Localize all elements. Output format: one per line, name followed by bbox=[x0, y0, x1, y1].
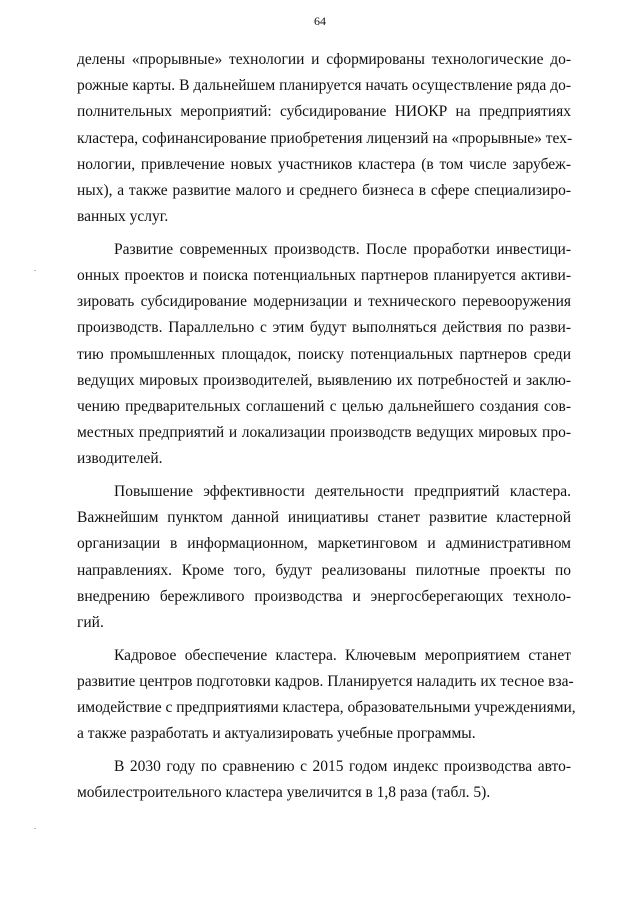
text-line: тию промышленных площадок, поиску потенциальных партнеров среди bbox=[77, 345, 571, 363]
text-line: изводителей. bbox=[77, 450, 163, 468]
text-line: развитие центров подготовки кадров. Планируется наладить их тесное вза- bbox=[77, 672, 574, 690]
margin-mark bbox=[34, 270, 36, 271]
text-line: а также разработать и актуализировать учебные программы. bbox=[77, 725, 476, 743]
text-line: делены «прорывные» технологии и сформированы технологические до- bbox=[77, 51, 571, 68]
text-line: Повышение эффективности деятельности предприятий кластера. bbox=[114, 483, 571, 500]
document-body bbox=[77, 47, 576, 806]
text-line: производств. Параллельно с этим будут выполняться действия по разви- bbox=[77, 319, 571, 337]
text-line: ведущих мировых производителей, выявлению их потребностей и заклю- bbox=[77, 371, 571, 389]
text-line: Развитие современных производств. После проработки инвестици- bbox=[114, 240, 571, 258]
text-line: ванных услуг. bbox=[77, 208, 169, 226]
text-line: кластера, софинансирование приобретения лицензий на «прорывные» тех- bbox=[77, 129, 573, 147]
paragraph bbox=[77, 754, 571, 806]
page-number: 64 bbox=[314, 14, 326, 28]
text-line: ных), а также развитие малого и среднего бизнеса в сфере специализиро- bbox=[77, 181, 571, 199]
text-line: имодействие с предприятиями кластера, образовательными учреждениями, bbox=[77, 699, 576, 716]
text-line: направлениях. Кроме того, будут реализованы пилотные проекты по bbox=[77, 561, 571, 579]
text-line: внедрению бережливого производства и энергосберегающих техноло- bbox=[77, 587, 571, 605]
text-line: местных предприятий и локализации производств ведущих мировых про- bbox=[77, 424, 571, 442]
text-line: В 2030 году по сравнению с 2015 годом индекс производства авто- bbox=[114, 757, 571, 775]
text-line: онных проектов и поиска потенциальных партнеров планируется активи- bbox=[77, 267, 571, 284]
text-line: чению предварительных соглашений с целью дальнейшего создания сов- bbox=[77, 397, 571, 415]
margin-mark bbox=[34, 828, 36, 829]
paragraph bbox=[77, 47, 571, 230]
text-line: зировать субсидирование модернизации и технического перевооружения bbox=[77, 293, 571, 311]
text-line: нологии, привлечение новых участников кластера (в том числе зарубеж- bbox=[77, 155, 571, 173]
text-line: полнительных мероприятий: субсидирование НИОКР на предприятиях bbox=[77, 103, 571, 121]
text-line: мобилестроительного кластера увеличится в 1,8 раза (табл. 5). bbox=[77, 784, 491, 802]
paragraph bbox=[77, 237, 571, 473]
paragraph bbox=[77, 643, 576, 748]
text-line: организации в информационном, маркетинговом и административном bbox=[77, 535, 571, 553]
text-line: гий. bbox=[77, 613, 104, 631]
text-line: рожные карты. В дальнейшем планируется начать осуществление ряда до- bbox=[77, 77, 571, 95]
text-line: Кадровое обеспечение кластера. Ключевым мероприятием станет bbox=[114, 646, 571, 664]
text-line: Важнейшим пунктом данной инициативы станет развитие кластерной bbox=[77, 509, 571, 527]
paragraph bbox=[77, 479, 571, 636]
